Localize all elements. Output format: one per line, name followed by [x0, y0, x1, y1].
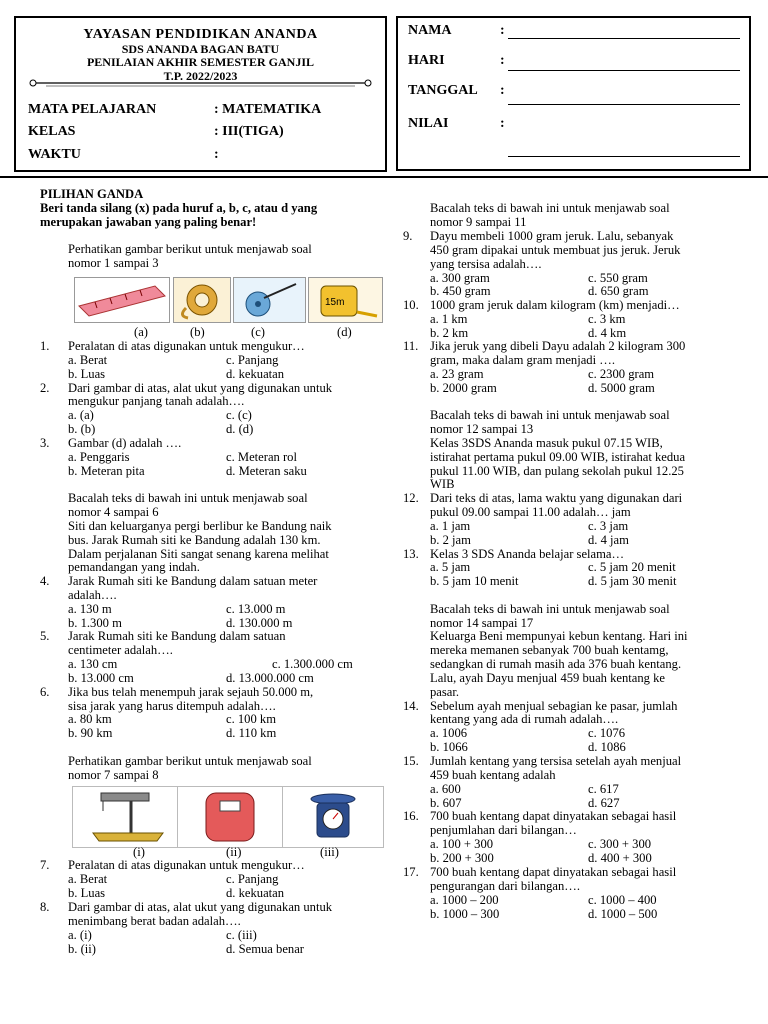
q11-option-d[interactable]: d. 5000 gram: [588, 381, 655, 395]
reading-12-line-3: Kelas 3SDS Ananda masuk pukul 07.15 WIB,: [430, 436, 663, 450]
q9-text-2: 450 gram dipakai untuk membuat jus jeruk. Jeruk: [430, 243, 681, 257]
q10-text: 1000 gram jeruk dalam kilogram (km) menjadi…: [430, 298, 680, 312]
reading-4-line-4: bus. Jarak Rumah siti ke Bandung adalah 130 km.: [68, 533, 321, 547]
q7-number: 7.: [40, 858, 50, 872]
q8-text-2: menimbang berat badan adalah….: [68, 914, 241, 928]
q16-option-b[interactable]: b. 200 + 300: [430, 851, 494, 865]
q12-option-b[interactable]: b. 2 jam: [430, 533, 471, 547]
tape-measure-image: [173, 277, 231, 323]
q17-option-a[interactable]: a. 1000 – 200: [430, 893, 499, 907]
image-caption-a: (a): [134, 325, 148, 339]
date-colon: :: [500, 83, 505, 98]
q8-number: 8.: [40, 900, 50, 914]
q2-text-1: Dari gambar di atas, alat ukut yang digunakan untuk: [68, 381, 333, 395]
q14-option-a[interactable]: a. 1006: [430, 726, 468, 740]
q1-option-d[interactable]: d. kekuatan: [226, 367, 285, 381]
reading-4-line-3: Siti dan keluarganya pergi berlibur ke Bandung naik: [68, 519, 332, 533]
q9-option-b[interactable]: b. 450 gram: [430, 284, 491, 298]
reading-12-line-4: istirahat pertama pukul 09.00 WIB, istirahat kedua: [430, 450, 686, 464]
q17-number: 17.: [403, 865, 419, 879]
q16-number: 16.: [403, 809, 419, 823]
q15-option-b[interactable]: b. 607: [430, 796, 462, 810]
q1-option-c[interactable]: c. Panjang: [226, 353, 279, 367]
q5-option-b[interactable]: b. 13.000 cm: [68, 671, 134, 685]
q9-option-a[interactable]: a. 300 gram: [430, 271, 490, 285]
q6-option-b[interactable]: b. 90 km: [68, 726, 113, 740]
q4-number: 4.: [40, 574, 50, 588]
q10-option-b[interactable]: b. 2 km: [430, 326, 469, 340]
q1-option-b[interactable]: b. Luas: [68, 367, 106, 381]
q13-option-d[interactable]: d. 5 jam 30 menit: [588, 574, 677, 588]
q14-number: 14.: [403, 699, 419, 713]
reading-4-line-6: pemandangan yang indah.: [68, 560, 200, 574]
day-colon: :: [500, 53, 505, 68]
q11-option-c[interactable]: c. 2300 gram: [588, 367, 655, 381]
time-value: :: [214, 147, 219, 162]
q3-option-b[interactable]: b. Meteran pita: [68, 464, 145, 478]
q6-option-c[interactable]: c. 100 km: [226, 712, 277, 726]
section-title: PILIHAN GANDA: [40, 187, 144, 201]
bathroom-scale-image: [178, 787, 283, 847]
q10-option-a[interactable]: a. 1 km: [430, 312, 468, 326]
q8-option-c[interactable]: c. (iii): [226, 928, 257, 942]
q4-option-a[interactable]: a. 130 m: [68, 602, 112, 616]
q9-number: 9.: [403, 229, 413, 243]
q6-number: 6.: [40, 685, 50, 699]
class-value: : III(TIGA): [214, 124, 284, 139]
q5-number: 5.: [40, 629, 50, 643]
q5-option-a[interactable]: a. 130 cm: [68, 657, 118, 671]
q15-number: 15.: [403, 754, 419, 768]
instruction-line-1: Beri tanda silang (x) pada huruf a, b, c, atau d yang: [40, 201, 318, 215]
q10-option-c[interactable]: c. 3 km: [588, 312, 626, 326]
q13-option-a[interactable]: a. 5 jam: [430, 560, 471, 574]
date-label: TANGGAL: [408, 83, 478, 98]
name-label: NAMA: [408, 23, 452, 38]
ornament-divider: [26, 76, 375, 90]
q15-text-2: 459 buah kentang adalah: [430, 768, 556, 782]
q4-text-2: adalah….: [68, 588, 117, 602]
q6-text-1: Jika bus telah menempuh jarak sejauh 50.000 m,: [68, 685, 314, 699]
exam-title: PENILAIAN AKHIR SEMESTER GANJIL: [86, 55, 315, 69]
image-caption-iii: (iii): [320, 845, 339, 859]
reading-4-line-5: Dalam perjalanan Siti sangat senang karena melihat: [68, 547, 329, 561]
reading-12-line-6: WIB: [430, 477, 455, 491]
reading-14-line-3: Keluarga Beni mempunyai kebun kentang. Hari ini: [430, 629, 688, 643]
q8-option-a[interactable]: a. (i): [68, 928, 92, 942]
reading-12-line-1: Bacalah teks di bawah ini untuk menjawab soal: [430, 408, 670, 422]
name-field[interactable]: [508, 38, 740, 39]
q17-option-d[interactable]: d. 1000 – 500: [588, 907, 658, 921]
q17-option-c[interactable]: c. 1000 – 400: [588, 893, 657, 907]
intro-1-line-2: nomor 1 sampai 3: [68, 256, 159, 270]
q3-number: 3.: [40, 436, 50, 450]
q9-option-d[interactable]: d. 650 gram: [588, 284, 649, 298]
day-field[interactable]: [508, 70, 740, 71]
q10-number: 10.: [403, 298, 419, 312]
q8-option-b[interactable]: b. (ii): [68, 942, 96, 956]
q4-option-c[interactable]: c. 13.000 m: [226, 602, 286, 616]
q16-text-2: penjumlahan dari bilangan…: [430, 823, 577, 837]
q9-text-3: yang tersisa adalah….: [430, 257, 542, 271]
q2-text-2: mengukur panjang tanah adalah….: [68, 394, 245, 408]
q14-option-d[interactable]: d. 1086: [588, 740, 626, 754]
q11-text-1: Jika jeruk yang dibeli Dayu adalah 2 kilogram 300: [430, 339, 686, 353]
q11-option-b[interactable]: b. 2000 gram: [430, 381, 497, 395]
q7-text: Peralatan di atas digunakan untuk mengukur…: [68, 858, 305, 872]
q12-option-c[interactable]: c. 3 jam: [588, 519, 629, 533]
time-label: WAKTU: [28, 147, 81, 162]
q1-option-a[interactable]: a. Berat: [68, 353, 108, 367]
q16-option-a[interactable]: a. 100 + 300: [430, 837, 494, 851]
ruler-image: [74, 277, 170, 323]
q12-option-a[interactable]: a. 1 jam: [430, 519, 471, 533]
q4-option-b[interactable]: b. 1.300 m: [68, 616, 122, 630]
reading-14-line-2: nomor 14 sampai 17: [430, 616, 534, 630]
pocket-tape-image: [308, 277, 383, 323]
q9-text-1: Dayu membeli 1000 gram jeruk. Lalu, sebanyak: [430, 229, 674, 243]
q7-option-d[interactable]: d. kekuatan: [226, 886, 285, 900]
platform-scale-image: [73, 787, 178, 847]
q11-option-a[interactable]: a. 23 gram: [430, 367, 484, 381]
q11-text-2: gram, maka dalam gram menjadi ….: [430, 353, 615, 367]
header-divider: [0, 176, 768, 178]
reading-9-line-2: nomor 9 sampai 11: [430, 215, 527, 229]
reading-12-line-5: pukul 11.00 WIB, dan pulang sekolah pukul 12.25: [430, 464, 684, 478]
scale-images-strip: [72, 786, 384, 848]
q12-text-1: Dari teks di atas, lama waktu yang digunakan dari: [430, 491, 683, 505]
class-label: KELAS: [28, 124, 76, 139]
q2-option-d[interactable]: d. (d): [226, 422, 254, 436]
q7-option-b[interactable]: b. Luas: [68, 886, 106, 900]
q12-text-2: pukul 09.00 sampai 11.00 adalah… jam: [430, 505, 631, 519]
q8-text-1: Dari gambar di atas, alat ukut yang digunakan untuk: [68, 900, 333, 914]
q5-text-1: Jarak Rumah siti ke Bandung dalam satuan: [68, 629, 286, 643]
q7-option-c[interactable]: c. Panjang: [226, 872, 279, 886]
reading-4-line-1: Bacalah teks di bawah ini untuk menjawab soal: [68, 491, 308, 505]
intro-7-line-1: Perhatikan gambar berikut untuk menjawab soal: [68, 754, 312, 768]
q2-option-b[interactable]: b. (b): [68, 422, 96, 436]
student-identity-box: [396, 16, 751, 171]
q17-option-b[interactable]: b. 1000 – 300: [430, 907, 500, 921]
q14-text-1: Sebelum ayah menjual sebagian ke pasar, jumlah: [430, 699, 678, 713]
q5-option-d[interactable]: d. 13.000.000 cm: [226, 671, 314, 685]
q14-option-c[interactable]: c. 1076: [588, 726, 626, 740]
q15-option-d[interactable]: d. 627: [588, 796, 620, 810]
q15-option-c[interactable]: c. 617: [588, 782, 619, 796]
q12-number: 12.: [403, 491, 419, 505]
image-caption-ii: (ii): [226, 845, 242, 859]
q6-text-2: sisa jarak yang harus ditempuh adalah….: [68, 699, 276, 713]
score-field[interactable]: [508, 156, 740, 157]
q13-option-b[interactable]: b. 5 jam 10 menit: [430, 574, 519, 588]
image-caption-c: (c): [251, 325, 265, 339]
q10-option-d[interactable]: d. 4 km: [588, 326, 627, 340]
reading-14-line-4: mereka memanen sebanyak 700 buah kentamg,: [430, 643, 669, 657]
foundation-name: YAYASAN PENDIDIKAN ANANDA: [83, 27, 318, 42]
q13-number: 13.: [403, 547, 419, 561]
q13-option-c[interactable]: c. 5 jam 20 menit: [588, 560, 676, 574]
subject-value: : MATEMATIKA: [214, 102, 322, 117]
intro-1-line-1: Perhatikan gambar berikut untuk menjawab soal: [68, 242, 312, 256]
school-year: T.P. 2022/2023: [163, 69, 238, 83]
q16-option-d[interactable]: d. 400 + 300: [588, 851, 652, 865]
school-name: SDS ANANDA BAGAN BATU: [121, 42, 280, 56]
q11-number: 11.: [403, 339, 419, 353]
q1-number: 1.: [40, 339, 50, 353]
q7-option-a[interactable]: a. Berat: [68, 872, 108, 886]
q6-option-a[interactable]: a. 80 km: [68, 712, 112, 726]
q17-text-2: pengurangan dari bilangan….: [430, 879, 581, 893]
q4-option-d[interactable]: d. 130.000 m: [226, 616, 293, 630]
reading-4-line-2: nomor 4 sampai 6: [68, 505, 159, 519]
reading-14-line-7: pasar.: [430, 685, 460, 699]
reading-14-line-6: Lalu, ayah Dayu menjual 459 buah kentang ke: [430, 671, 666, 685]
q3-text: Gambar (d) adalah ….: [68, 436, 182, 450]
score-label: NILAI: [408, 116, 449, 131]
image-caption-i: (i): [133, 845, 145, 859]
q12-option-d[interactable]: d. 4 jam: [588, 533, 629, 547]
q14-text-2: kentang yang ada di rumah adalah….: [430, 712, 619, 726]
q4-text-1: Jarak Rumah siti ke Bandung dalam satuan meter: [68, 574, 318, 588]
image-caption-b: (b): [190, 325, 205, 339]
instruction-line-2: merupakan jawaban yang paling benar!: [40, 215, 257, 229]
reading-12-line-2: nomor 12 sampai 13: [430, 422, 534, 436]
svg-text:15m: 15m: [325, 297, 345, 308]
kitchen-scale-image: [283, 787, 383, 847]
q2-option-c[interactable]: c. (c): [226, 408, 252, 422]
image-caption-d: (d): [337, 325, 352, 339]
reading-14-line-5: sedangkan di rumah masih ada 376 buah kentang.: [430, 657, 682, 671]
q1-text: Peralatan di atas digunakan untuk mengukur…: [68, 339, 305, 353]
measuring-wheel-image: [233, 277, 306, 323]
q15-option-a[interactable]: a. 600: [430, 782, 461, 796]
q17-text-1: 700 buah kentang dapat dinyatakan sebagai hasil: [430, 865, 677, 879]
subject-label: MATA PELAJARAN: [28, 102, 157, 117]
q2-number: 2.: [40, 381, 50, 395]
date-field[interactable]: [508, 104, 740, 105]
q9-option-c[interactable]: c. 550 gram: [588, 271, 648, 285]
q5-text-2: centimeter adalah….: [68, 643, 173, 657]
q16-option-c[interactable]: c. 300 + 300: [588, 837, 652, 851]
score-colon: :: [500, 116, 505, 131]
reading-14-line-1: Bacalah teks di bawah ini untuk menjawab soal: [430, 602, 670, 616]
q8-option-d[interactable]: d. Semua benar: [226, 942, 304, 956]
reading-9-line-1: Bacalah teks di bawah ini untuk menjawab soal: [430, 201, 670, 215]
q3-option-d[interactable]: d. Meteran saku: [226, 464, 307, 478]
q2-option-a[interactable]: a. (a): [68, 408, 94, 422]
q13-text: Kelas 3 SDS Ananda belajar selama…: [430, 547, 625, 561]
q15-text-1: Jumlah kentang yang tersisa setelah ayah menjual: [430, 754, 682, 768]
header-school-box: [14, 16, 387, 172]
intro-7-line-2: nomor 7 sampai 8: [68, 768, 159, 782]
q14-option-b[interactable]: b. 1066: [430, 740, 468, 754]
q5-option-c[interactable]: c. 1.300.000 cm: [272, 657, 353, 671]
q3-option-c[interactable]: c. Meteran rol: [226, 450, 297, 464]
q16-text-1: 700 buah kentang dapat dinyatakan sebagai hasil: [430, 809, 677, 823]
q3-option-a[interactable]: a. Penggaris: [68, 450, 130, 464]
q6-option-d[interactable]: d. 110 km: [226, 726, 277, 740]
name-colon: :: [500, 23, 505, 38]
day-label: HARI: [408, 53, 445, 68]
